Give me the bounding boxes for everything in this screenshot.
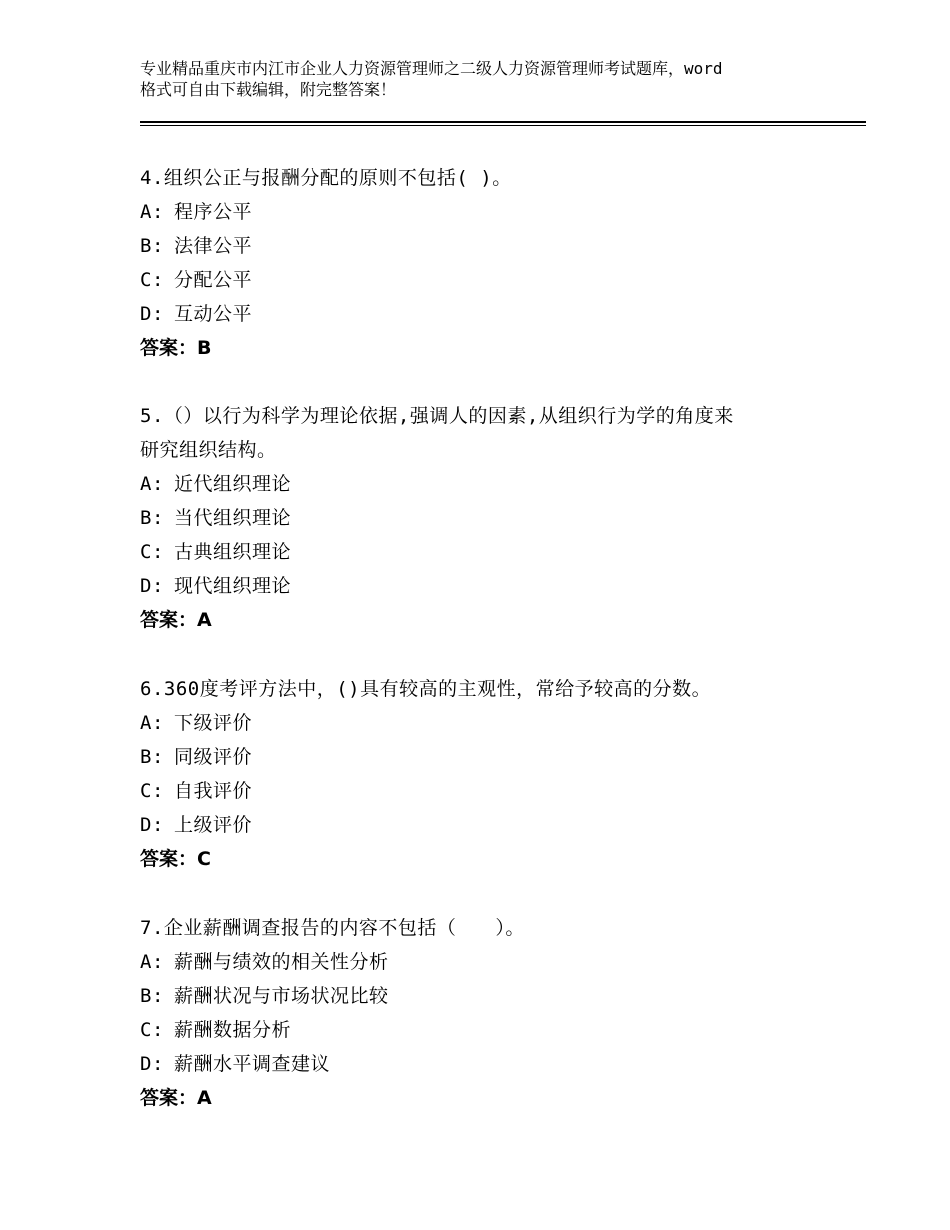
option-text: 近代组织理论 [174,473,292,495]
option-label: B: [140,507,164,529]
option-label: C: [140,541,164,563]
option-label: D: [140,814,164,836]
question-block [140,672,860,876]
option-label: D: [140,303,164,325]
option-text: 分配公平 [174,269,253,291]
document-header [140,58,840,100]
option-text: 上级评价 [174,814,253,836]
question-stem: 6.360度考评方法中，()具有较高的主观性，常给予较高的分数。 [140,678,712,700]
option-item [140,945,860,979]
option-label: D: [140,1053,164,1075]
option-text: 程序公平 [174,201,253,223]
option-item [140,467,860,501]
question-stem: 7.企业薪酬调查报告的内容不包括（ ）。 [140,917,525,939]
option-label: A: [140,951,164,973]
option-text: 自我评价 [174,780,253,802]
option-text: 古典组织理论 [174,541,292,563]
option-text: 薪酬数据分析 [174,1019,292,1041]
option-text: 现代组织理论 [174,575,292,597]
option-item [140,1047,860,1081]
header-divider-thin [140,125,866,126]
question-stem-continued: 研究组织结构。 [140,439,277,461]
option-text: 法律公平 [174,235,253,257]
option-label: C: [140,1019,164,1041]
answer-line: 答案：C [140,848,211,870]
question-stem: 5.（）以行为科学为理论依据,强调人的因素,从组织行为学的角度来 [140,405,734,427]
header-line-2: 格式可自由下载编辑，附完整答案！ [140,80,397,99]
option-item [140,1013,860,1047]
answer-line: 答案：A [140,1087,212,1109]
option-text: 下级评价 [174,712,253,734]
option-item [140,501,860,535]
option-label: A: [140,712,164,734]
option-label: B: [140,746,164,768]
option-item [140,706,860,740]
option-label: B: [140,235,164,257]
header-line-1: 专业精品重庆市内江市企业人力资源管理师之二级人力资源管理师考试题库，word [140,59,723,78]
option-label: A: [140,473,164,495]
option-label: D: [140,575,164,597]
option-label: C: [140,780,164,802]
header-divider-thick [140,121,866,123]
option-item [140,740,860,774]
answer-line: 答案：B [140,337,212,359]
option-text: 当代组织理论 [174,507,292,529]
option-item [140,229,860,263]
option-item [140,808,860,842]
option-item [140,195,860,229]
option-text: 薪酬状况与市场状况比较 [174,985,389,1007]
option-text: 同级评价 [174,746,253,768]
option-text: 薪酬水平调查建议 [174,1053,331,1075]
option-label: B: [140,985,164,1007]
option-item [140,979,860,1013]
question-block [140,399,860,637]
option-item [140,774,860,808]
option-item [140,297,860,331]
option-label: A: [140,201,164,223]
question-block [140,161,860,365]
answer-line: 答案：A [140,609,212,631]
option-item [140,569,860,603]
option-text: 薪酬与绩效的相关性分析 [174,951,389,973]
option-label: C: [140,269,164,291]
question-block [140,911,860,1115]
option-item [140,263,860,297]
option-text: 互动公平 [174,303,253,325]
question-stem: 4.组织公正与报酬分配的原则不包括( )。 [140,167,512,189]
option-item [140,535,860,569]
